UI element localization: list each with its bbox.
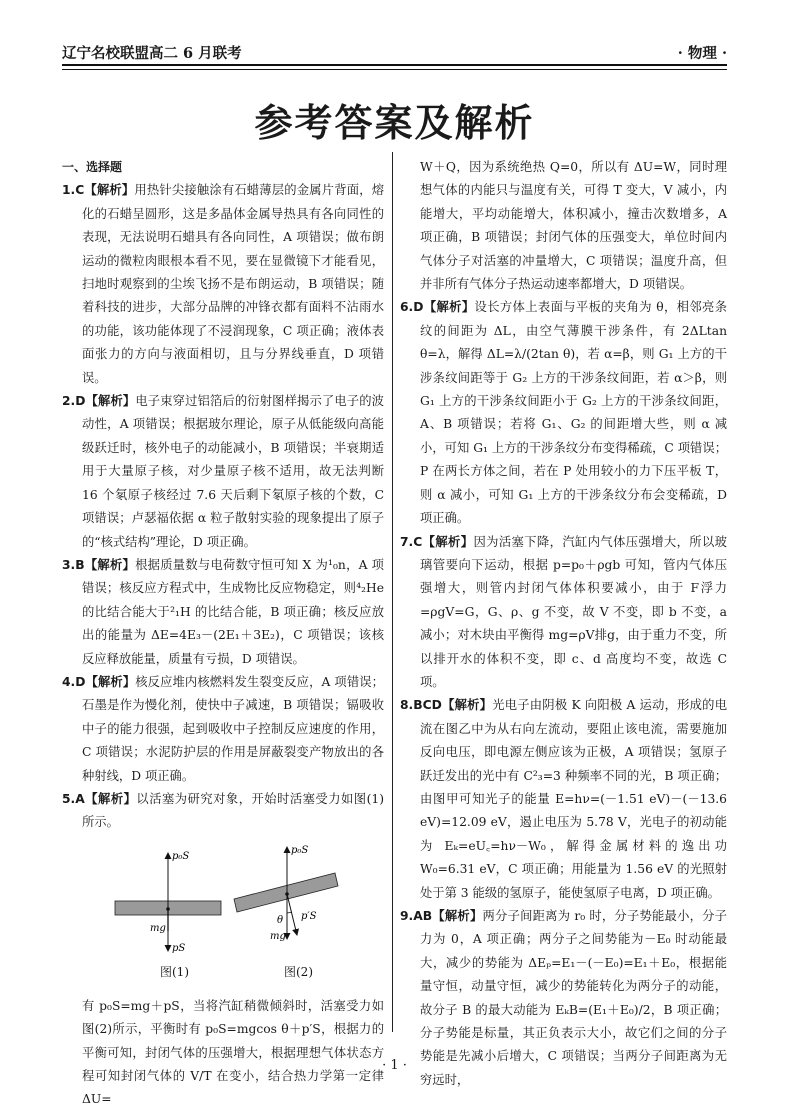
answer-item <box>62 179 384 390</box>
analysis-tag: 【解析】 <box>441 698 493 713</box>
f1-top-label: p₀S <box>172 850 190 862</box>
section-heading: 一、选择题 <box>62 160 123 174</box>
answer-item <box>400 296 727 530</box>
question-number: 2. <box>62 394 76 409</box>
f2-theta-label: θ <box>277 914 284 926</box>
analysis-text: 根据质量数与电荷数守恒可知 X 为¹₀n，A 项错误；核反应方程式中，生成物比反应物稳定，则⁴₂He 的比结合能大于²₁H 的比结合能，B 项正确；核反应放出的能量为 ΔE=4E₃－(2E₁＋3E₂)，C 项错误；该核反应释放能量，质量有亏损，D 项错误。 <box>82 557 384 666</box>
column-divider <box>392 152 393 1032</box>
analysis-text: 电子束穿过铝箔后的衍射图样揭示了电子的波动性，A 项错误；根据玻尔理论，原子从低能级向高能级跃迁时，核外电子的动能减小，B 项错误；半衰期适用于大量原子核，对少量原子核不适用，故无法判断 16 个氡原子核经过 7.6 天后剩下氡原子核的个数，C 项错误；卢瑟福依据 α 粒子散射实验的现象提出了原子的“核式结构”理论，D 项正确。 <box>82 394 384 549</box>
analysis-tag: 【解析】 <box>423 300 475 315</box>
answer-letter: B <box>75 557 85 572</box>
answer-letter: BCD <box>413 698 442 713</box>
analysis-tag: 【解析】 <box>432 909 483 923</box>
page-number: · 1 · <box>382 1058 407 1073</box>
question-number: 6. <box>400 300 414 315</box>
page-title: 参考答案及解析 <box>254 101 535 145</box>
answer-letter: A <box>75 791 85 806</box>
page-header <box>62 42 727 64</box>
analysis-text: 用热针尖接触涂有石蜡薄层的金属片背面，熔化的石蜡呈圆形，这是多晶体金属导热具有各向同性的表现，无法说明石蜡具有各向同性，A 项错误；做布朗运动的微粒肉眼根本看不见，要在显微镜下才能看见，扫地时观察到的尘埃飞扬不是布朗运动，B 项错误；随着科技的进步，大部分品牌的冲锋衣都有面料不沾雨水的功能，该功能体现了不浸润现象，C 项正确；液体表面张力的方向与液面相切，且与分界线垂直，D 项错误。 <box>82 183 384 385</box>
answer-item <box>62 554 384 671</box>
answer-letter: D <box>413 300 424 315</box>
analysis-tag: 【解析】 <box>85 394 136 409</box>
piston-figure <box>82 839 384 989</box>
analysis-tag: 【解析】 <box>85 674 136 689</box>
answer-item <box>62 390 384 554</box>
question-number: 4. <box>62 674 76 689</box>
analysis-tag: 【解析】 <box>84 557 136 572</box>
header-rule-thin <box>62 69 727 70</box>
figure-2-caption: 图(2) <box>284 964 313 979</box>
subject-label: · 物理 · <box>677 45 727 62</box>
exam-name: 辽宁名校联盟高二 6 月联考 <box>62 45 242 62</box>
answer-item <box>400 156 727 296</box>
analysis-text: 核反应堆内核燃料发生裂变反应，A 项错误；石墨是作为慢化剂，使快中子减速，B 项错误；镉吸收中子的能力很强，起到吸收中子控制反应速度的作用，C 项错误；水泥防护层的作用是屏蔽裂变产物放出的各种射线，D 项正确。 <box>82 674 384 783</box>
left-column <box>62 156 384 1112</box>
question-number: 8. <box>400 698 414 713</box>
analysis-text: 设长方体上表面与平板的夹角为 θ，相邻亮条纹的间距为 ΔL，由空气薄膜干涉条件，有 2ΔLtan θ=λ，解得 ΔL=λ/(2tan θ)，若 α=β，则 G₁ 上方的干涉条纹间距等于 G₂ 上方的干涉条纹间距，若 α＞β，则 G₁ 上方的干涉条纹间距小于 G₂ 上方的干涉条纹间距，A、B 项错误；若将 G₁、G₂ 的间距增大些，则 α 减小，可知 G₁ 上方的干涉条纹分布变得稀疏，C 项错误；P 在两长方体之间，若在 P 处用较小的力下压平板 T，则 α 减小，可知 G₁ 上方的干涉条纹分布会变稀疏，D 项正确。 <box>420 300 727 526</box>
question-number: 9. <box>400 909 414 923</box>
f1-mg-label: mg <box>150 922 166 934</box>
analysis-tag: 【解析】 <box>84 183 135 198</box>
question-number: 1. <box>62 183 76 198</box>
analysis-tag: 【解析】 <box>84 791 137 806</box>
header-rule-thick <box>62 64 727 66</box>
analysis-text: W＋Q，因为系统绝热 Q=0，所以有 ΔU=W，同时理想气体的内能只与温度有关，可得 T 变大，V 减小，内能增大，平均动能增大，体积减小，撞击次数增多，A 项正确，B 项错误；封闭气体的压强变大，单位时间内气体分子对活塞的冲量增大，C 项错误；温度升高，但并非所有气体分子热运动速率都增大，D 项错误。 <box>420 160 727 292</box>
analysis-text: 以活塞为研究对象，开始时活塞受力如图(1)所示。 <box>82 791 384 830</box>
answer-letter: C <box>413 534 423 549</box>
right-column <box>400 156 727 1092</box>
question-number: 7. <box>400 534 414 549</box>
answer-item <box>62 671 384 788</box>
answer-item <box>62 788 384 835</box>
question-number: 3. <box>62 557 76 572</box>
piston-force-diagram <box>82 839 372 984</box>
answer-letter: C <box>75 183 85 198</box>
figure-1-caption: 图(1) <box>160 964 189 979</box>
q5-continuation: 有 p₀S=mg＋pS，当将汽缸稍微倾斜时，活塞受力如图(2)所示，平衡时有 p₀S=mgcos θ＋p′S，根据力的平衡可知，封闭气体的压强增大，根据理想气体状态方程可知封闭气体的 V/T 在变小，结合热力学第一定律 ΔU= <box>82 998 384 1107</box>
f2-top-label: p₀S <box>291 844 309 856</box>
analysis-tag: 【解析】 <box>422 534 474 549</box>
answer-letter: AB <box>413 909 433 923</box>
analysis-text: 因为活塞下降，汽缸内气体压强增大，所以玻璃管要向下运动，根据 p=p₀＋ρgb 可知，管内气体压强增大，则管内封闭气体体积要减小，由于 F浮力=ρgV=G，G、ρ、g 不变，故 V 不变，即 b 不变，a 减小；对木块由平衡得 mg=ρV排g，由于重力不变，所以排开水的体积不变，即 c、d 高度均不变，故选 C 项。 <box>420 534 727 689</box>
f2-mg-label: mg <box>270 930 286 942</box>
f1-bottom-label: pS <box>172 942 186 954</box>
left-questions <box>62 179 384 834</box>
answer-item <box>400 531 727 695</box>
answer-letter: D <box>75 674 86 689</box>
answer-letter: D <box>75 394 86 409</box>
analysis-text: 两分子间距离为 r₀ 时，分子势能最小，分子力为 0，A 项正确；两分子之间势能为－E₀ 时动能最大，减少的势能为 ΔEₚ=E₁－(－E₀)=E₁＋E₀，根据能量守恒，动量守恒，减少的势能转化为两分子的动能，故分子 B 的最大动能为 EₖB=(E₁＋E₀)/2，B 项正确；分子势能是标量，其正负表示大小，故它们之间的分子势能是先减小后增大，C 项错误；当两分子间距离为无穷远时， <box>420 909 727 1087</box>
f2-right-label: p′S <box>301 910 317 922</box>
analysis-text: 光电子由阴极 K 向阳极 A 运动，形成的电流在图乙中为从右向左流动，要阻止该电流，需要施加反向电压，即电源左侧应该为正极，A 项错误；氢原子跃迁发出的光中有 C²₃=3 种频率不同的光，B 项正确；由图甲可知光子的能量 E=hν=(－1.51 eV)－(－13.6 eV)=12.09 eV，遏止电压为 5.78 V，光电子的初动能为 Eₖ=eU꜀=hν－W₀，解得金属材料的逸出功 W₀=6.31 eV，C 项正确；用能量为 1.56 eV 的光照射处于第 3 能级的氢原子，能使氢原子电离，D 项正确。 <box>420 698 727 900</box>
answer-item <box>400 694 727 905</box>
question-number: 5. <box>62 791 76 806</box>
right-questions <box>400 156 727 1092</box>
